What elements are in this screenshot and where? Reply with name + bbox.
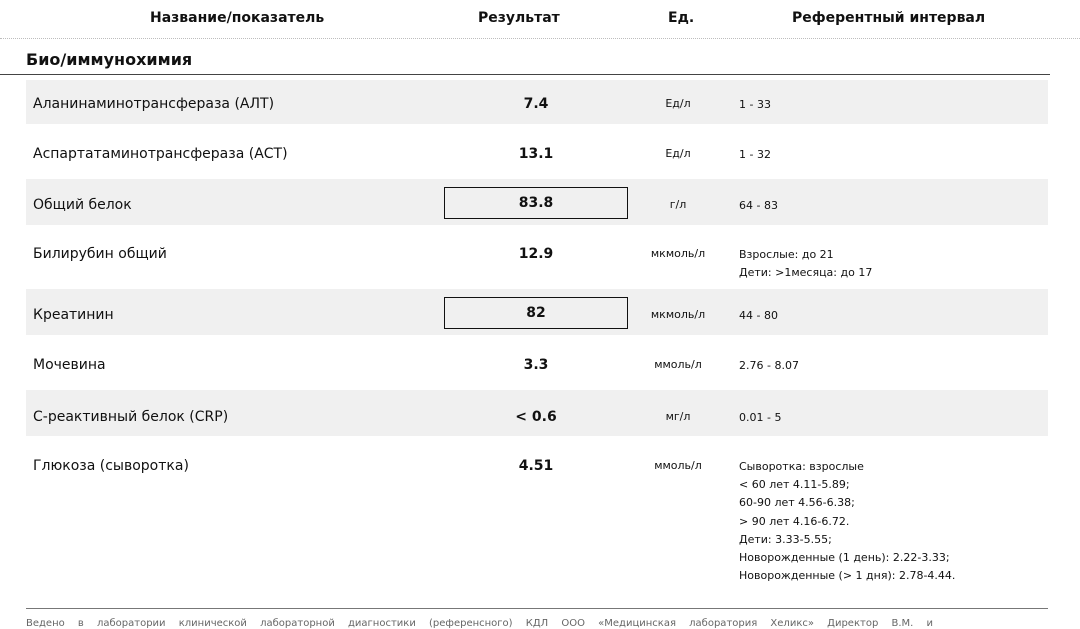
footer-text: Ведено в лаборатории клинической лабораторной диагностики (референсного) КДЛ ООО «Медицинская лаборатория Хеликс» Директор В.М. и bbox=[26, 618, 933, 629]
result-value: 12.9 bbox=[518, 246, 554, 262]
reference-interval bbox=[739, 307, 778, 325]
reference-line: 44 - 80 bbox=[739, 309, 778, 322]
table-row bbox=[26, 80, 1048, 124]
table-header bbox=[0, 0, 1080, 39]
reference-line: Сыворотка: взрослые bbox=[739, 460, 864, 473]
reference-line: 0.01 - 5 bbox=[739, 411, 782, 424]
result-value: 4.51 bbox=[518, 458, 554, 474]
analyte-name: Креатинин bbox=[33, 307, 114, 323]
reference-line: Новорожденные (1 день): 2.22-3.33; bbox=[739, 551, 950, 565]
reference-line: Новорожденные (> 1 дня): 2.78-4.44. bbox=[739, 569, 956, 583]
unit: ммоль/л bbox=[654, 459, 702, 472]
reference-interval bbox=[739, 409, 781, 427]
column-header-name: Название/показатель bbox=[150, 10, 325, 26]
table-row bbox=[26, 289, 1048, 335]
reference-line: 64 - 83 bbox=[739, 199, 778, 212]
table-row bbox=[26, 343, 1048, 389]
result-value-out-of-range: 83.8 bbox=[444, 187, 628, 219]
table-row bbox=[26, 235, 1048, 289]
table-row bbox=[26, 179, 1048, 225]
column-header-result: Результат bbox=[478, 10, 560, 26]
table-row bbox=[26, 390, 1048, 436]
reference-line: 1 - 33 bbox=[739, 98, 771, 111]
reference-line: 2.76 - 8.07 bbox=[739, 359, 799, 372]
result-value: 3.3 bbox=[523, 357, 549, 373]
column-header-reference: Референтный интервал bbox=[792, 10, 986, 26]
reference-interval bbox=[739, 197, 778, 215]
analyte-name: Глюкоза (сыворотка) bbox=[33, 458, 189, 474]
reference-line: 1 - 32 bbox=[739, 148, 771, 161]
reference-interval bbox=[739, 357, 799, 375]
reference-interval bbox=[739, 246, 872, 282]
reference-line: < 60 лет 4.11-5.89; bbox=[739, 478, 850, 492]
footer bbox=[26, 608, 1048, 629]
column-header-unit: Ед. bbox=[668, 10, 695, 26]
analyte-name: Билирубин общий bbox=[33, 246, 167, 262]
table-row bbox=[26, 133, 1048, 177]
reference-line: Дети: >1месяца: до 17 bbox=[739, 266, 873, 280]
unit: Ед/л bbox=[665, 97, 691, 110]
analyte-name: Мочевина bbox=[33, 357, 106, 373]
reference-line: 60-90 лет 4.56-6.38; bbox=[739, 496, 855, 510]
unit: мкмоль/л bbox=[650, 247, 706, 260]
section-title: Био/иммунохимия bbox=[26, 50, 193, 69]
analyte-name: Аланинаминотрансфераза (АЛТ) bbox=[33, 96, 275, 112]
unit: Ед/л bbox=[665, 147, 691, 160]
reference-line: > 90 лет 4.16-6.72. bbox=[739, 514, 850, 528]
reference-interval bbox=[739, 146, 771, 164]
unit: мг/л bbox=[665, 410, 691, 423]
reference-line: Дети: 3.33-5.55; bbox=[739, 532, 832, 546]
table-row bbox=[26, 446, 1048, 606]
result-value-out-of-range: 82 bbox=[444, 297, 628, 329]
unit: мкмоль/л bbox=[650, 308, 706, 321]
section-header bbox=[0, 44, 1050, 75]
reference-interval bbox=[739, 458, 955, 585]
result-value: 7.4 bbox=[523, 96, 549, 112]
unit: г/л bbox=[669, 198, 687, 211]
analyte-name: Аспартатаминотрансфераза (АСТ) bbox=[33, 146, 288, 162]
analyte-name: Общий белок bbox=[33, 197, 132, 213]
result-value: < 0.6 bbox=[515, 409, 557, 425]
reference-interval bbox=[739, 96, 771, 114]
reference-line: Взрослые: до 21 bbox=[739, 248, 834, 261]
unit: ммоль/л bbox=[654, 358, 702, 371]
result-value: 13.1 bbox=[518, 146, 554, 162]
analyte-name: С-реактивный белок (CRP) bbox=[33, 409, 229, 425]
